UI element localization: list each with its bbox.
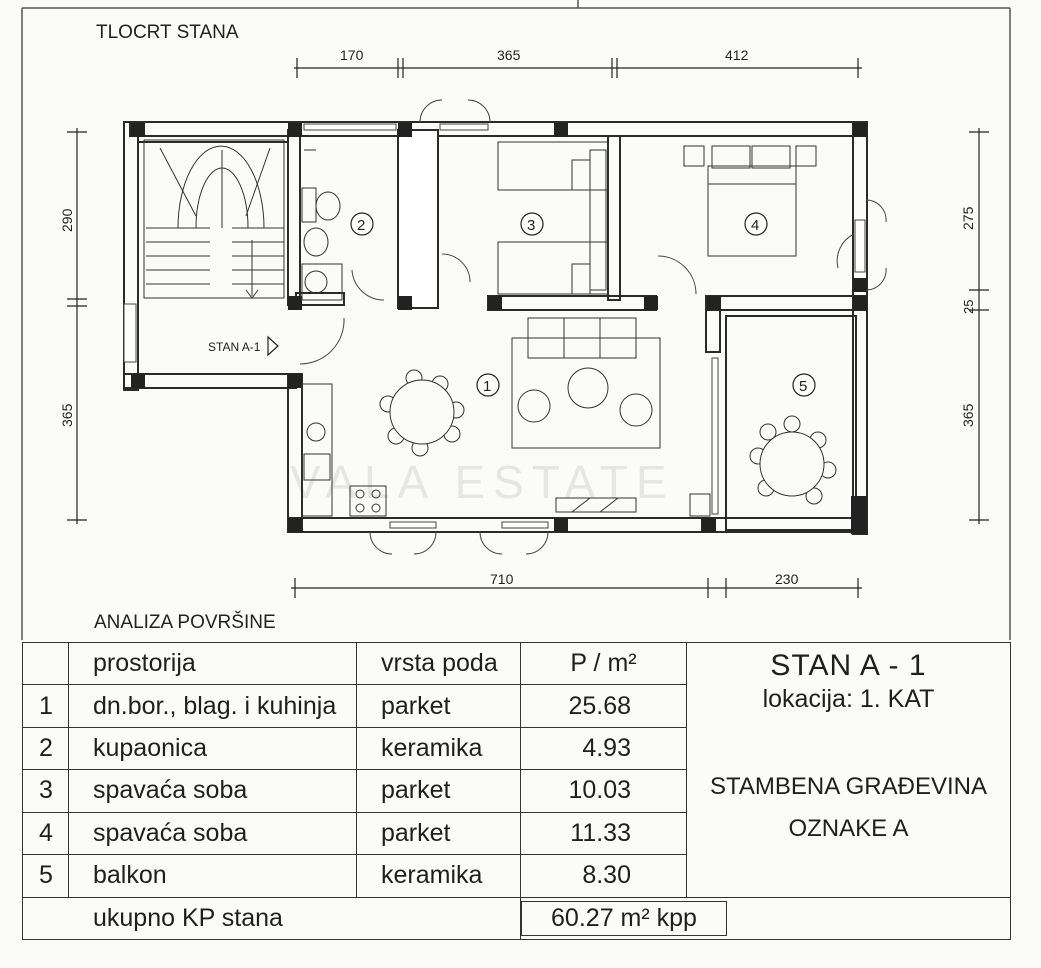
building-line-2: OZNAKE A bbox=[788, 815, 909, 842]
header-floor: vrsta poda bbox=[357, 643, 521, 685]
watermark: VALA ESTATE bbox=[290, 456, 675, 508]
dim-right-1: 275 bbox=[960, 206, 976, 230]
table-header-row bbox=[23, 643, 1011, 685]
row-number: 5 bbox=[23, 855, 69, 897]
row-room: balkon bbox=[69, 855, 357, 897]
bathroom-fixtures bbox=[302, 150, 342, 300]
header-index bbox=[23, 643, 69, 685]
bedroom-3-furniture bbox=[498, 142, 608, 294]
row-room: spavaća soba bbox=[69, 812, 357, 854]
header-area: P / m² bbox=[521, 643, 687, 685]
staircase bbox=[144, 140, 284, 298]
building-line-1: STAMBENA GRAĐEVINA bbox=[710, 773, 987, 800]
dim-top-1: 170 bbox=[340, 47, 364, 63]
bedroom-4-furniture bbox=[684, 146, 816, 256]
row-area: 10.03 bbox=[521, 770, 687, 812]
dim-right-2: 25 bbox=[961, 299, 976, 314]
row-floor: parket bbox=[357, 812, 521, 854]
dim-left-1: 290 bbox=[59, 208, 75, 232]
row-room: dn.bor., blag. i kuhinja bbox=[69, 685, 357, 727]
row-number: 3 bbox=[23, 770, 69, 812]
room-number-3: 3 bbox=[527, 217, 536, 234]
apartment-info bbox=[687, 643, 1011, 898]
entrance-label: STAN A-1 bbox=[208, 340, 261, 354]
total-row bbox=[23, 897, 1011, 939]
total-cell bbox=[521, 897, 1011, 939]
row-floor: parket bbox=[357, 685, 521, 727]
row-floor: parket bbox=[357, 770, 521, 812]
row-area: 8.30 bbox=[521, 855, 687, 897]
dim-left-2: 365 bbox=[59, 403, 75, 427]
row-floor: keramika bbox=[357, 855, 521, 897]
row-number: 1 bbox=[23, 685, 69, 727]
balcony-table bbox=[750, 416, 836, 504]
dining-table bbox=[380, 370, 464, 456]
dim-top-3: 412 bbox=[725, 47, 749, 63]
area-analysis-table bbox=[22, 642, 1011, 940]
page-frame bbox=[22, 0, 1010, 640]
analysis-title: ANALIZA POVRŠINE bbox=[94, 612, 276, 633]
dim-right-3: 365 bbox=[960, 403, 976, 427]
total-label: ukupno KP stana bbox=[23, 897, 521, 939]
dim-bottom-2: 230 bbox=[775, 571, 799, 587]
row-area: 11.33 bbox=[521, 812, 687, 854]
room-number-1: 1 bbox=[483, 378, 492, 395]
room-number-2: 2 bbox=[357, 217, 366, 234]
dim-top-2: 365 bbox=[497, 47, 521, 63]
row-room: spavaća soba bbox=[69, 770, 357, 812]
dim-bottom-1: 710 bbox=[490, 571, 514, 587]
row-room: kupaonica bbox=[69, 727, 357, 769]
row-number: 4 bbox=[23, 812, 69, 854]
total-value: 60.27 m² kpp bbox=[521, 901, 727, 936]
plan-title: TLOCRT STANA bbox=[96, 22, 239, 43]
row-area: 4.93 bbox=[521, 727, 687, 769]
row-floor: keramika bbox=[357, 727, 521, 769]
header-room: prostorija bbox=[69, 643, 357, 685]
row-area: 25.68 bbox=[521, 685, 687, 727]
row-number: 2 bbox=[23, 727, 69, 769]
entrance-arrow-icon bbox=[268, 337, 278, 355]
room-number-5: 5 bbox=[799, 378, 808, 395]
apartment-title: STAN A - 1 bbox=[770, 649, 927, 682]
apartment-location: lokacija: 1. KAT bbox=[762, 685, 935, 713]
room-number-4: 4 bbox=[751, 217, 760, 234]
